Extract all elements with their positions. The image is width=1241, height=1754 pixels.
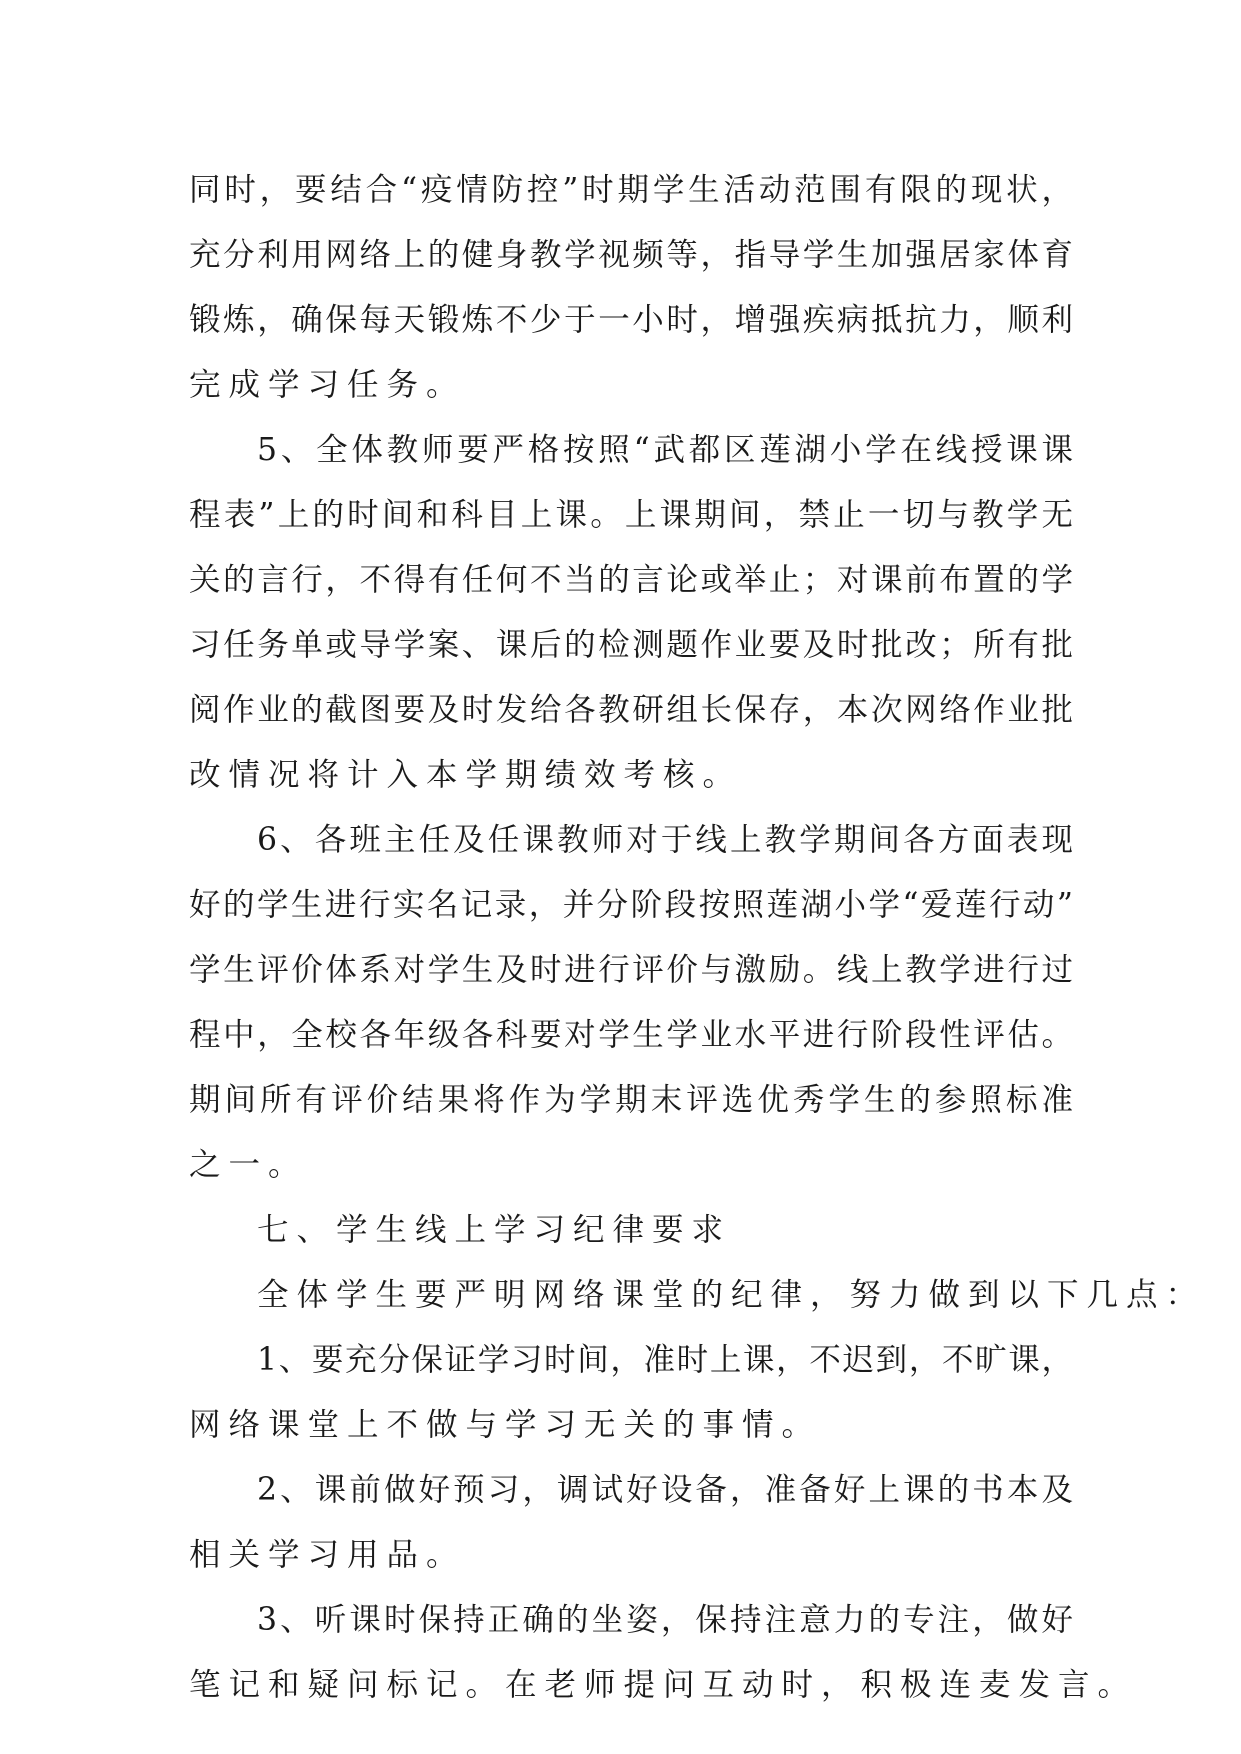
paragraph-line: 期间所有评价结果将作为学期末评选优秀学生的参照标准 xyxy=(189,1082,1073,1118)
paragraph-line: 充分利用网络上的健身教学视频等，指导学生加强居家体育 xyxy=(189,237,1073,273)
paragraph-line: 改情况将计入本学期绩效考核。 xyxy=(189,757,743,793)
paragraph-line: 学生评价体系对学生及时进行评价与激励。线上教学进行过 xyxy=(189,952,1073,988)
paragraph-line: 阅作业的截图要及时发给各教研组长保存，本次网络作业批 xyxy=(189,692,1073,728)
paragraph-line: 全体学生要严明网络课堂的纪律，努力做到以下几点： xyxy=(257,1277,1206,1313)
paragraph-line: 同时，要结合“疫情防控”时期学生活动范围有限的现状， xyxy=(189,172,1073,208)
paragraph-line: 锻炼，确保每天锻炼不少于一小时，增强疾病抵抗力，顺利 xyxy=(189,302,1073,338)
paragraph-line: 程表”上的时间和科目上课。上课期间，禁止一切与教学无 xyxy=(189,497,1073,533)
paragraph-line: 关的言行，不得有任何不当的言论或举止；对课前布置的学 xyxy=(189,562,1073,598)
paragraph-line: 习任务单或导学案、课后的检测题作业要及时批改；所有批 xyxy=(189,627,1073,663)
paragraph-line: 之一。 xyxy=(189,1147,308,1183)
paragraph-line: 3、听课时保持正确的坐姿，保持注意力的专注，做好 xyxy=(257,1602,1073,1638)
paragraph-line: 5、全体教师要严格按照“武都区莲湖小学在线授课课 xyxy=(257,432,1073,468)
paragraph-line: 2、课前做好预习，调试好设备，准备好上课的书本及 xyxy=(257,1472,1073,1508)
paragraph-line: 完成学习任务。 xyxy=(189,367,466,403)
paragraph-line: 笔记和疑问标记。在老师提问互动时，积极连麦发言。 xyxy=(189,1667,1138,1703)
paragraph-line: 相关学习用品。 xyxy=(189,1537,466,1573)
paragraph-line: 网络课堂上不做与学习无关的事情。 xyxy=(189,1407,822,1443)
paragraph-line: 程中，全校各年级各科要对学生学业水平进行阶段性评估。 xyxy=(189,1017,1073,1053)
section-heading: 七、学生线上学习纪律要求 xyxy=(257,1212,732,1248)
document-body xyxy=(189,158,1206,1718)
paragraph-line: 1、要充分保证学习时间，准时上课，不迟到，不旷课， xyxy=(257,1342,1073,1378)
paragraph-line: 好的学生进行实名记录，并分阶段按照莲湖小学“爱莲行动” xyxy=(189,887,1073,923)
paragraph-line: 6、各班主任及任课教师对于线上教学期间各方面表现 xyxy=(257,822,1073,858)
